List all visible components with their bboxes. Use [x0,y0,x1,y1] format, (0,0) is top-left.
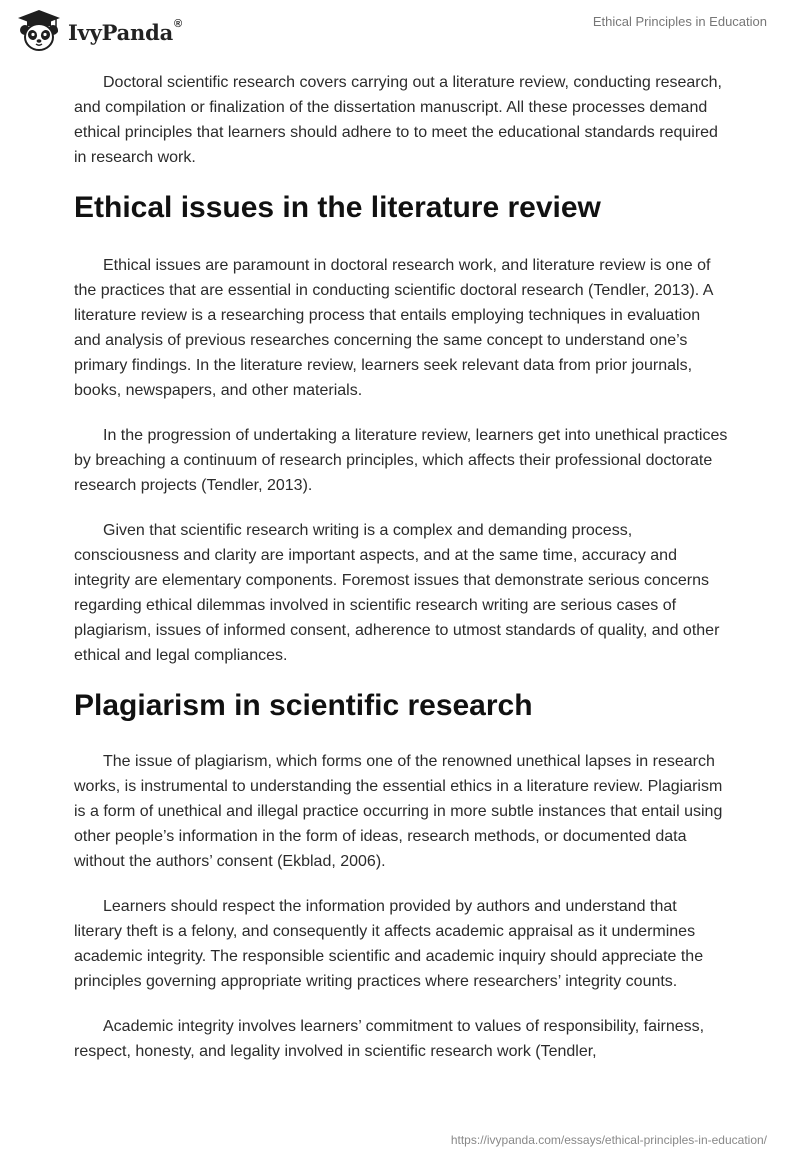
page-header [0,0,800,70]
section-heading-plagiarism: Plagiarism in scientific research [74,689,533,722]
paragraph-intro: Doctoral scientific research covers carrying out a literature review, conducting research, and compilation or finalization of the dissertation manuscript. All these processes demand ethical principles that learners should adhere to to meet the educational standards required in research work. [74,74,722,166]
document-title: Ethical Principles in Education [592,14,767,29]
essay-body [74,70,729,1084]
registered-mark: ® [174,17,182,30]
paragraph: Ethical issues are paramount in doctoral research work, and literature review is one of the practices that are essential in conducting scientific doctoral research (Tendler, 2013). A literature review is a researching process that entails employing techniques in evaluation and analysis of previous researches concerning the same concept to understand one’s primary findings. In the literature review, learners seek relevant data from prior journals, books, newspapers, and other materials. [74,257,713,399]
paragraph: Given that scientific research writing is a complex and demanding process, consciousness and clarity are important aspects, and at the same time, accuracy and integrity are elementary components. Foremost issues that demonstrate serious concerns regarding ethical dilemmas involved in scientific research writing are serious cases of plagiarism, issues of informed consent, adherence to utmost standards of quality, and other ethical and legal compliances. [74,522,720,664]
paragraph: In the progression of undertaking a literature review, learners get into unethical practices by breaching a continuum of research principles, which affects their professional doctorate research projects (Tendler, 2013). [74,427,728,494]
brand-name: IvyPanda® [68,17,182,45]
source-url[interactable]: https://ivypanda.com/essays/ethical-principles-in-education/ [450,1133,767,1147]
paragraph: The issue of plagiarism, which forms one of the renowned unethical lapses in research works, is instrumental to understanding the essential ethics in a literature review. Plagiarism is a form of unethical and illegal practice occurring in more subtle instances that entail using other people’s information in the form of ideas, research methods, or documented data without the authors’ consent (Ekblad, 2006). [74,753,723,870]
brand-logo[interactable] [16,8,182,52]
panda-graduation-cap-icon [16,8,62,52]
section-heading-literature-review: Ethical issues in the literature review [74,191,601,224]
paragraph: Academic integrity involves learners’ commitment to values of responsibility, fairness, respect, honesty, and legality involved in scientific research work (Tendler, [74,1018,705,1060]
paragraph: Learners should respect the information provided by authors and understand that literary theft is a felony, and consequently it affects academic appraisal as it undermines academic integrity. The responsible scientific and academic inquiry should appreciate the principles governing appropriate writing practices where researchers’ integrity counts. [74,898,704,990]
